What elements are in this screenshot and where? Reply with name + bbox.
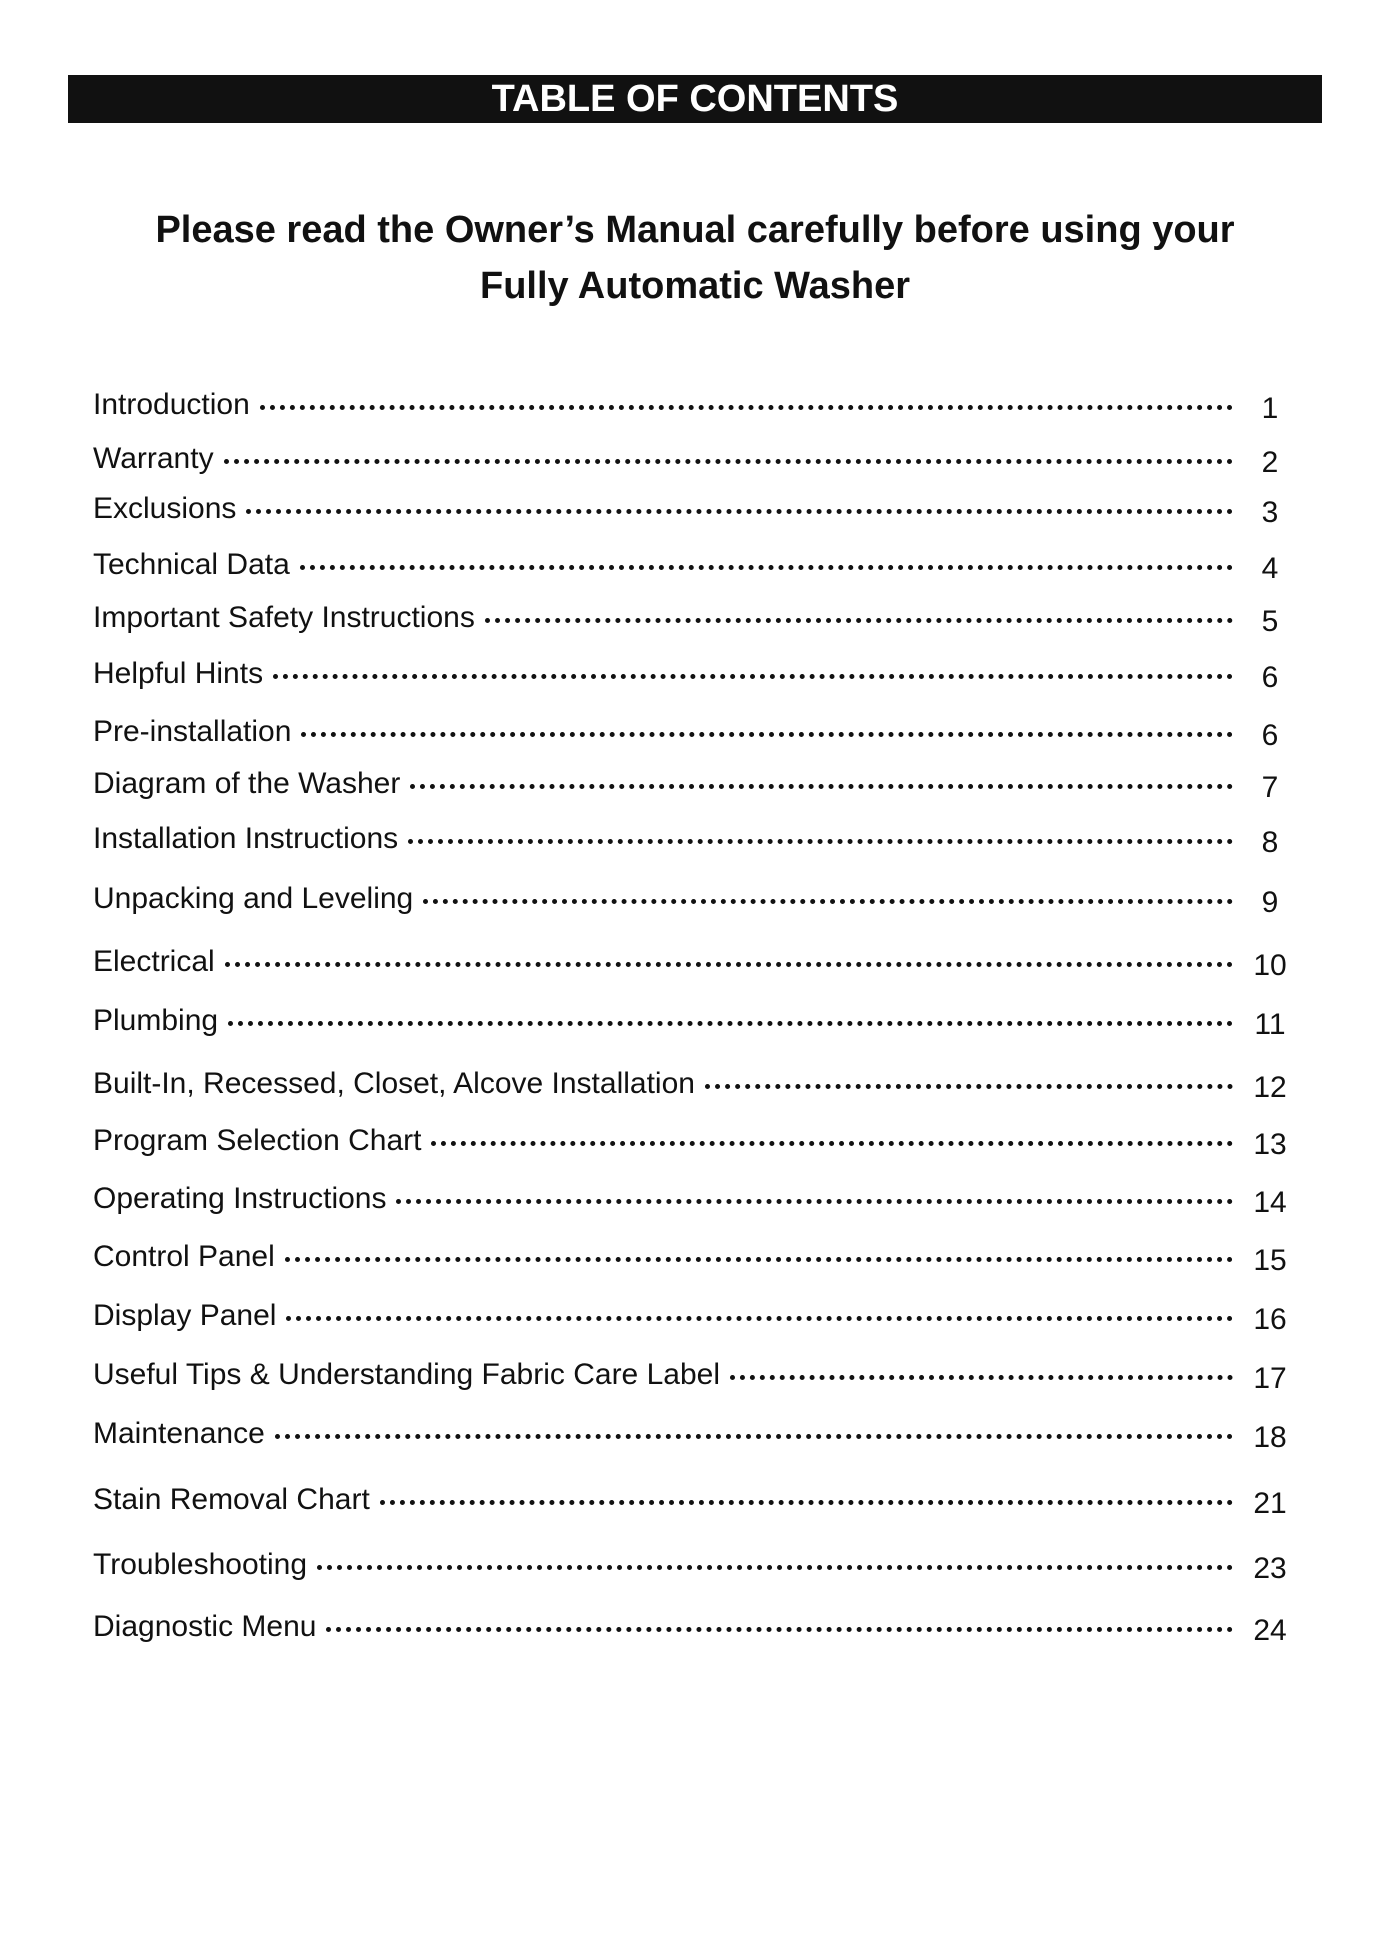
toc-entry-page: 6	[1261, 719, 1279, 752]
toc-entry-helpful-hints[interactable]	[93, 657, 1289, 694]
toc-entry-page: 13	[1253, 1128, 1287, 1161]
toc-entry-page: 11	[1254, 1008, 1286, 1041]
dot-leader	[485, 618, 1233, 623]
dot-leader	[423, 899, 1233, 904]
toc-entry-troubleshooting[interactable]	[93, 1548, 1289, 1585]
dot-leader	[326, 1627, 1233, 1632]
toc-entry-page: 14	[1253, 1186, 1287, 1219]
intro-line-1: Please read the Owner’s Manual carefully before using your	[155, 209, 1235, 251]
toc-entry-page: 9	[1261, 886, 1279, 919]
toc-header-bar	[68, 75, 1322, 123]
dot-leader	[380, 1500, 1233, 1505]
dot-leader	[730, 1375, 1233, 1380]
dot-leader	[301, 732, 1233, 737]
toc-entry-label: Program Selection Chart	[93, 1124, 422, 1157]
toc-entry-label: Helpful Hints	[93, 657, 264, 690]
toc-entry-label: Electrical	[93, 945, 215, 978]
dot-leader	[273, 674, 1233, 679]
toc-entry-label: Pre-installation	[93, 715, 292, 748]
dot-leader	[317, 1565, 1233, 1570]
toc-entry-technical-data[interactable]	[93, 548, 1289, 585]
toc-entry-plumbing[interactable]	[93, 1004, 1289, 1041]
toc-entry-label: Maintenance	[93, 1417, 265, 1450]
toc-entry-page: 5	[1261, 605, 1279, 638]
page-title: TABLE OF CONTENTS	[491, 78, 899, 120]
toc-entry-pre-installation[interactable]	[93, 715, 1289, 752]
dot-leader	[286, 1316, 1233, 1321]
toc-entry-label: Plumbing	[93, 1004, 219, 1037]
toc-entry-page: 10	[1253, 949, 1287, 982]
toc-entry-stain-removal-chart[interactable]	[93, 1483, 1289, 1520]
intro-line-2: Fully Automatic Washer	[479, 265, 911, 307]
dot-leader	[408, 839, 1233, 844]
toc-entry-page: 2	[1261, 446, 1279, 479]
toc-entry-label: Display Panel	[93, 1299, 277, 1332]
toc-entry-useful-tips[interactable]	[93, 1358, 1289, 1395]
dot-leader	[246, 509, 1233, 514]
dot-leader	[410, 784, 1233, 789]
toc-entry-label: Diagram of the Washer	[93, 767, 401, 800]
toc-entry-program-selection-chart[interactable]	[93, 1124, 1289, 1161]
toc-entry-label: Troubleshooting	[93, 1548, 308, 1581]
toc-entry-maintenance[interactable]	[93, 1417, 1289, 1454]
dot-leader	[260, 405, 1233, 410]
toc-entry-page: 4	[1261, 552, 1279, 585]
toc-entry-electrical[interactable]	[93, 945, 1289, 982]
toc-entry-page: 8	[1261, 826, 1279, 859]
intro-notice	[68, 202, 1322, 314]
toc-entry-built-in-installation[interactable]	[93, 1067, 1289, 1104]
toc-entry-page: 15	[1253, 1244, 1287, 1277]
toc-entry-label: Control Panel	[93, 1240, 275, 1273]
toc-entry-label: Unpacking and Leveling	[93, 882, 414, 915]
toc-entry-page: 1	[1261, 392, 1279, 425]
dot-leader	[224, 459, 1233, 464]
toc-entry-label: Important Safety Instructions	[93, 601, 475, 634]
toc-entry-unpacking-and-leveling[interactable]	[93, 882, 1289, 919]
toc-entry-page: 7	[1261, 771, 1279, 804]
toc-entry-operating-instructions[interactable]	[93, 1182, 1289, 1219]
toc-entry-label: Diagnostic Menu	[93, 1610, 317, 1643]
toc-entry-page: 23	[1253, 1552, 1287, 1585]
toc-entry-control-panel[interactable]	[93, 1240, 1289, 1277]
toc-entry-label: Installation Instructions	[93, 822, 399, 855]
toc-entry-installation-instructions[interactable]	[93, 822, 1289, 859]
toc-entry-page: 3	[1261, 496, 1279, 529]
toc-entry-page: 24	[1253, 1614, 1287, 1647]
toc-entry-introduction[interactable]	[93, 388, 1289, 425]
toc-entry-diagram-of-the-washer[interactable]	[93, 767, 1289, 804]
dot-leader	[300, 565, 1233, 570]
dot-leader	[228, 1021, 1233, 1026]
toc-entry-label: Built-In, Recessed, Closet, Alcove Installation	[93, 1067, 695, 1100]
toc-entry-exclusions[interactable]	[93, 492, 1289, 529]
dot-leader	[225, 962, 1233, 967]
toc-entry-label: Warranty	[93, 442, 214, 475]
dot-leader	[705, 1084, 1233, 1089]
toc-entry-page: 17	[1253, 1362, 1287, 1395]
toc-entry-label: Stain Removal Chart	[93, 1483, 370, 1516]
dot-leader	[396, 1199, 1233, 1204]
toc-entry-page: 12	[1253, 1071, 1287, 1104]
toc-entry-page: 21	[1253, 1487, 1287, 1520]
toc-entry-label: Useful Tips & Understanding Fabric Care Label	[93, 1358, 720, 1391]
toc-entry-page: 6	[1261, 661, 1279, 694]
dot-leader	[275, 1434, 1233, 1439]
toc-entry-diagnostic-menu[interactable]	[93, 1610, 1289, 1647]
toc-entry-label: Exclusions	[93, 492, 237, 525]
toc-entry-warranty[interactable]	[93, 442, 1289, 479]
toc-entry-display-panel[interactable]	[93, 1299, 1289, 1336]
toc-entry-label: Operating Instructions	[93, 1182, 387, 1215]
toc-entry-important-safety-instructions[interactable]	[93, 601, 1289, 638]
dot-leader	[431, 1141, 1233, 1146]
dot-leader	[285, 1257, 1233, 1262]
toc-entry-page: 16	[1253, 1303, 1287, 1336]
toc-entry-label: Introduction	[93, 388, 250, 421]
toc-entry-label: Technical Data	[93, 548, 290, 581]
toc-entry-page: 18	[1253, 1421, 1287, 1454]
